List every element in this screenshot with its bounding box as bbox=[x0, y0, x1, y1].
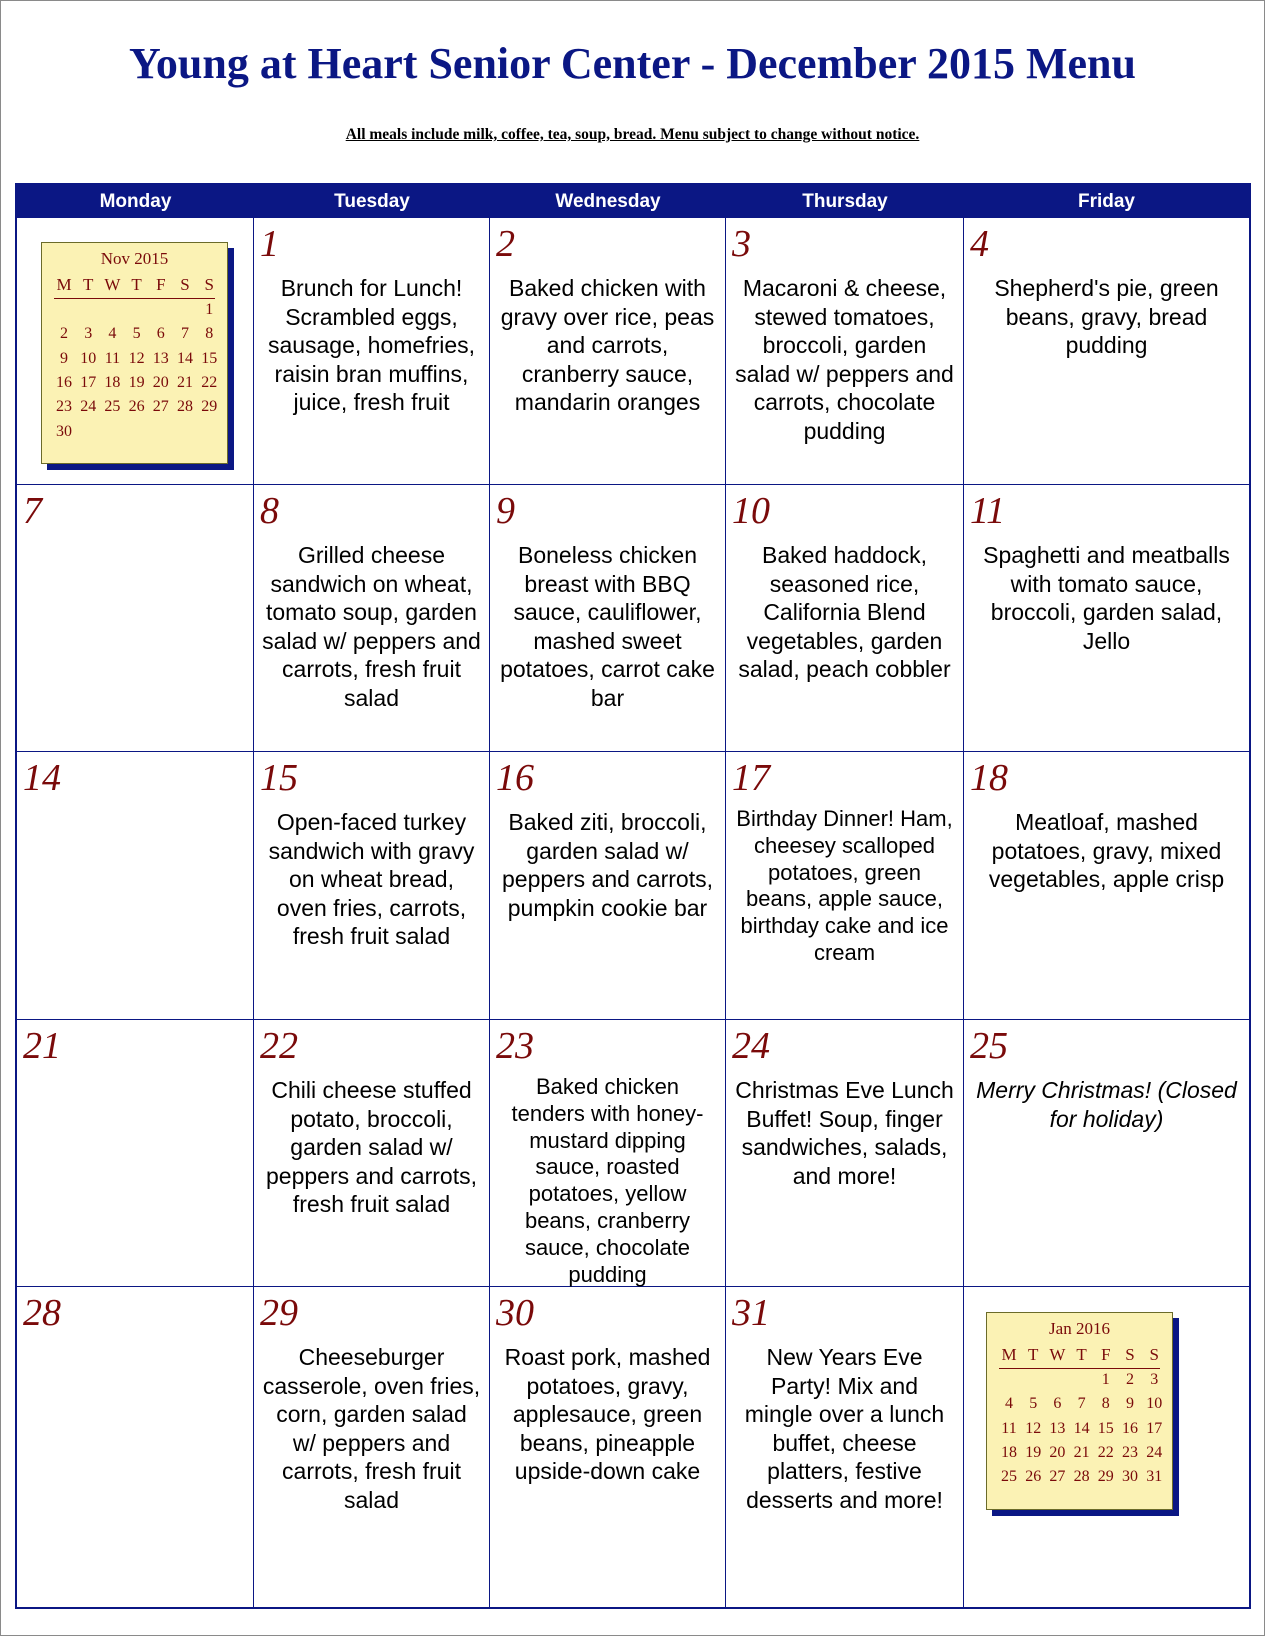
mini-calendar-rule bbox=[999, 1368, 1160, 1369]
mini-calendar-date: 17 bbox=[1146, 1419, 1163, 1437]
mini-calendar-date: 6 bbox=[1053, 1395, 1062, 1413]
mini-calendar-date: 19 bbox=[1025, 1443, 1042, 1461]
mini-calendar-date: 11 bbox=[104, 349, 121, 367]
day-cell-25 bbox=[964, 1020, 1249, 1287]
meal-description: New Years Eve Party! Mix and mingle over a lunch buffet, cheese platters, festive desserts and more! bbox=[744, 1344, 945, 1513]
mini-calendar-weekday: T bbox=[1027, 1345, 1039, 1364]
day-number: 22 bbox=[260, 1025, 298, 1067]
day-cell-8 bbox=[254, 485, 490, 752]
mini-calendar-date: 1 bbox=[1101, 1371, 1110, 1388]
day-cell-22 bbox=[254, 1020, 490, 1287]
day-cell-29 bbox=[254, 1287, 490, 1607]
day-number: 4 bbox=[970, 223, 989, 265]
mini-calendar-date: 8 bbox=[1101, 1395, 1110, 1413]
day-number: 11 bbox=[970, 490, 1006, 532]
day-number: 7 bbox=[23, 490, 42, 532]
day-cell-14 bbox=[17, 752, 254, 1020]
meal-description: Baked ziti, broccoli, garden salad w/ peppers and carrots, pumpkin cookie bar bbox=[502, 809, 713, 921]
mini-calendar-date: 22 bbox=[1097, 1443, 1114, 1461]
day-number: 15 bbox=[260, 757, 298, 799]
day-cell-9 bbox=[490, 485, 726, 752]
calendar-cell-minical bbox=[964, 1287, 1249, 1607]
mini-calendar-date: 29 bbox=[1097, 1468, 1114, 1486]
mini-calendar-date: 28 bbox=[1073, 1468, 1090, 1486]
meal-description: Meatloaf, mashed potatoes, gravy, mixed vegetables, apple crisp bbox=[988, 809, 1225, 892]
mini-calendar-date: 25 bbox=[104, 398, 121, 416]
day-cell-17 bbox=[726, 752, 964, 1020]
mini-calendar-date: 23 bbox=[56, 398, 72, 416]
meal-description: Open-faced turkey sandwich with gravy on wheat bread, oven fries, carrots, fresh fruit salad bbox=[268, 809, 475, 949]
mini-calendar-date: 24 bbox=[80, 398, 97, 416]
mini-calendar-date: 7 bbox=[1077, 1395, 1086, 1413]
mini-calendar-date: 14 bbox=[177, 349, 193, 367]
mini-calendar-date: 29 bbox=[201, 398, 218, 416]
meal-description: Boneless chicken breast with BBQ sauce, cauliflower, mashed sweet potatoes, carrot cake bar bbox=[500, 542, 715, 711]
mini-calendar-date: 24 bbox=[1146, 1443, 1163, 1461]
day-number: 24 bbox=[732, 1025, 770, 1067]
mini-calendar-date: 14 bbox=[1073, 1419, 1090, 1437]
mini-calendar-date: 9 bbox=[60, 349, 68, 367]
mini-calendar-date: 11 bbox=[1001, 1419, 1017, 1437]
weekday-wednesday: Wednesday bbox=[555, 191, 661, 212]
day-number: 2 bbox=[496, 223, 515, 265]
mini-calendar-weekday: F bbox=[156, 275, 166, 294]
weekday-thursday: Thursday bbox=[802, 191, 888, 212]
day-cell-7 bbox=[17, 485, 254, 752]
mini-calendar-weekday: S bbox=[204, 275, 214, 294]
weekday-tuesday: Tuesday bbox=[334, 191, 410, 212]
meal-description: Roast pork, mashed potatoes, gravy, applesauce, green beans, pineapple upside-down cake bbox=[504, 1344, 711, 1484]
mini-calendar-weekday: W bbox=[104, 275, 121, 294]
mini-calendar-date: 1 bbox=[205, 301, 214, 318]
meal-description: Spaghetti and meatballs with tomato sauce, broccoli, garden salad, Jello bbox=[983, 542, 1230, 654]
day-number: 9 bbox=[496, 490, 515, 532]
day-cell-30 bbox=[490, 1287, 726, 1607]
mini-calendar-nov bbox=[41, 242, 228, 464]
meal-description: Merry Christmas! (Closed for holiday) bbox=[976, 1077, 1237, 1132]
day-number: 25 bbox=[970, 1025, 1008, 1067]
mini-calendar-date: 23 bbox=[1122, 1443, 1138, 1461]
day-number: 30 bbox=[496, 1292, 534, 1334]
meal-description: Christmas Eve Lunch Buffet! Soup, finger sandwiches, salads, and more! bbox=[735, 1077, 954, 1189]
mini-calendar-date: 10 bbox=[80, 349, 97, 367]
mini-calendar-date: 2 bbox=[60, 325, 68, 343]
mini-calendar-date: 15 bbox=[1097, 1419, 1114, 1437]
mini-calendar-date: 17 bbox=[80, 373, 97, 391]
meal-description: Baked chicken tenders with honey-mustard dipping sauce, roasted potatoes, yellow beans, cranberry sauce, chocolate pudding bbox=[511, 1074, 704, 1287]
page-title: Young at Heart Senior Center - December 2015 Menu bbox=[129, 39, 1136, 88]
meal-description: Birthday Dinner! Ham, cheesey scalloped potatoes, green beans, apple sauce, birthday cake and ice cream bbox=[736, 806, 953, 965]
day-number: 14 bbox=[23, 757, 61, 799]
mini-calendar-jan bbox=[986, 1312, 1173, 1510]
mini-calendar-date: 15 bbox=[201, 349, 218, 367]
mini-calendar-date: 3 bbox=[1150, 1371, 1159, 1388]
meal-description: Brunch for Lunch! Scrambled eggs, sausage, homefries, raisin bran muffins, juice, fresh fruit bbox=[267, 275, 476, 415]
day-cell-21 bbox=[17, 1020, 254, 1287]
mini-calendar-date: 22 bbox=[201, 373, 218, 391]
mini-calendar-date: 27 bbox=[152, 398, 169, 416]
mini-calendar-date: 12 bbox=[1025, 1419, 1042, 1437]
mini-calendar-date: 27 bbox=[1049, 1468, 1066, 1486]
mini-calendar-date: 12 bbox=[128, 349, 145, 367]
weekday-monday: Monday bbox=[99, 191, 172, 212]
mini-calendar-title: Jan 2016 bbox=[1049, 1319, 1110, 1338]
mini-calendar-date: 20 bbox=[1049, 1443, 1066, 1461]
meal-description: Grilled cheese sandwich on wheat, tomato soup, garden salad w/ peppers and carrots, fresh fruit salad bbox=[262, 542, 481, 711]
day-number: 23 bbox=[496, 1025, 534, 1067]
mini-calendar-date: 13 bbox=[152, 349, 169, 367]
day-cell-18 bbox=[964, 752, 1249, 1020]
day-cell-15 bbox=[254, 752, 490, 1020]
meal-description: Cheeseburger casserole, oven fries, corn, garden salad w/ peppers and carrots, fresh fruit salad bbox=[262, 1344, 481, 1513]
menu-notice: All meals include milk, coffee, tea, soup, bread. Menu subject to change without notice. bbox=[345, 126, 920, 143]
mini-calendar-date: 30 bbox=[56, 422, 72, 440]
weekday-friday: Friday bbox=[1077, 191, 1136, 212]
weekday-header bbox=[17, 185, 1249, 218]
mini-calendar-rule bbox=[54, 298, 215, 299]
mini-calendar-weekday: S bbox=[1149, 1345, 1159, 1364]
mini-calendar-date: 26 bbox=[1025, 1468, 1042, 1486]
mini-calendar-date: 20 bbox=[152, 373, 169, 391]
day-cell-3 bbox=[726, 218, 964, 485]
mini-calendar-date: 6 bbox=[156, 325, 165, 343]
day-cell-2 bbox=[490, 218, 726, 485]
mini-calendar-weekday: F bbox=[1101, 1345, 1111, 1364]
mini-calendar-date: 3 bbox=[84, 325, 93, 343]
mini-calendar-date: 16 bbox=[56, 373, 72, 391]
mini-calendar-weekday: W bbox=[1049, 1345, 1066, 1364]
day-number: 21 bbox=[23, 1025, 61, 1067]
mini-calendar-date: 30 bbox=[1122, 1468, 1138, 1486]
mini-calendar-date: 4 bbox=[108, 325, 117, 343]
day-number: 3 bbox=[732, 223, 751, 265]
mini-calendar-date: 5 bbox=[132, 325, 141, 343]
mini-calendar-title: Nov 2015 bbox=[100, 249, 169, 268]
mini-calendar-date: 18 bbox=[104, 373, 121, 391]
day-number: 28 bbox=[23, 1292, 61, 1334]
mini-calendar-weekday: S bbox=[1125, 1345, 1135, 1364]
mini-calendar-date: 21 bbox=[177, 373, 193, 391]
mini-calendar-date: 21 bbox=[1073, 1443, 1090, 1461]
mini-calendar-date: 9 bbox=[1126, 1395, 1134, 1413]
mini-calendar-weekday: S bbox=[180, 275, 190, 294]
day-cell-24 bbox=[726, 1020, 964, 1287]
mini-calendar-weekday: M bbox=[1001, 1345, 1017, 1364]
day-number: 31 bbox=[732, 1292, 770, 1334]
mini-calendar-date: 13 bbox=[1049, 1419, 1066, 1437]
day-cell-16 bbox=[490, 752, 726, 1020]
mini-calendar-date: 5 bbox=[1029, 1395, 1038, 1413]
mini-calendar-date: 18 bbox=[1001, 1443, 1017, 1461]
mini-calendar-date: 7 bbox=[181, 325, 189, 343]
meal-description: Macaroni & cheese, stewed tomatoes, broccoli, garden salad w/ peppers and carrots, chocolate pudding bbox=[735, 275, 954, 444]
meal-description: Chili cheese stuffed potato, broccoli, garden salad w/ peppers and carrots, fresh fruit salad bbox=[266, 1077, 477, 1217]
mini-calendar-weekday: M bbox=[56, 275, 72, 294]
mini-calendar-date: 10 bbox=[1146, 1395, 1163, 1413]
day-cell-1 bbox=[254, 218, 490, 485]
day-number: 18 bbox=[970, 757, 1008, 799]
mini-calendar-weekday: T bbox=[131, 275, 142, 294]
meal-description: Baked chicken with gravy over rice, peas and carrots, cranberry sauce, mandarin oranges bbox=[500, 275, 715, 415]
day-number: 10 bbox=[732, 490, 770, 532]
mini-calendar-date: 25 bbox=[1001, 1468, 1017, 1486]
mini-calendar-date: 8 bbox=[205, 325, 214, 343]
day-cell-31 bbox=[726, 1287, 964, 1607]
meal-description: Baked haddock, seasoned rice, California Blend vegetables, garden salad, peach cobbler bbox=[738, 542, 951, 682]
menu-calendar bbox=[15, 183, 1251, 1609]
day-cell-4 bbox=[964, 218, 1249, 485]
mini-calendar-date: 2 bbox=[1126, 1371, 1134, 1388]
mini-calendar-weekday: T bbox=[1076, 1345, 1087, 1364]
mini-calendar-date: 26 bbox=[128, 398, 145, 416]
day-number: 17 bbox=[732, 757, 770, 799]
calendar-cell-minical bbox=[17, 218, 254, 485]
mini-calendar-date: 28 bbox=[177, 398, 193, 416]
day-cell-11 bbox=[964, 485, 1249, 752]
mini-calendar-date: 16 bbox=[1122, 1419, 1138, 1437]
meal-description: Shepherd's pie, green beans, gravy, bread pudding bbox=[994, 275, 1219, 358]
day-number: 16 bbox=[496, 757, 534, 799]
day-cell-10 bbox=[726, 485, 964, 752]
mini-calendar-weekday: T bbox=[82, 275, 94, 294]
mini-calendar-date: 31 bbox=[1146, 1468, 1163, 1486]
day-number: 1 bbox=[260, 223, 279, 265]
mini-calendar-date: 19 bbox=[128, 373, 145, 391]
day-number: 29 bbox=[260, 1292, 298, 1334]
day-cell-28 bbox=[17, 1287, 254, 1607]
day-cell-23 bbox=[490, 1020, 726, 1287]
mini-calendar-date: 4 bbox=[1005, 1395, 1013, 1413]
day-number: 8 bbox=[260, 490, 279, 532]
